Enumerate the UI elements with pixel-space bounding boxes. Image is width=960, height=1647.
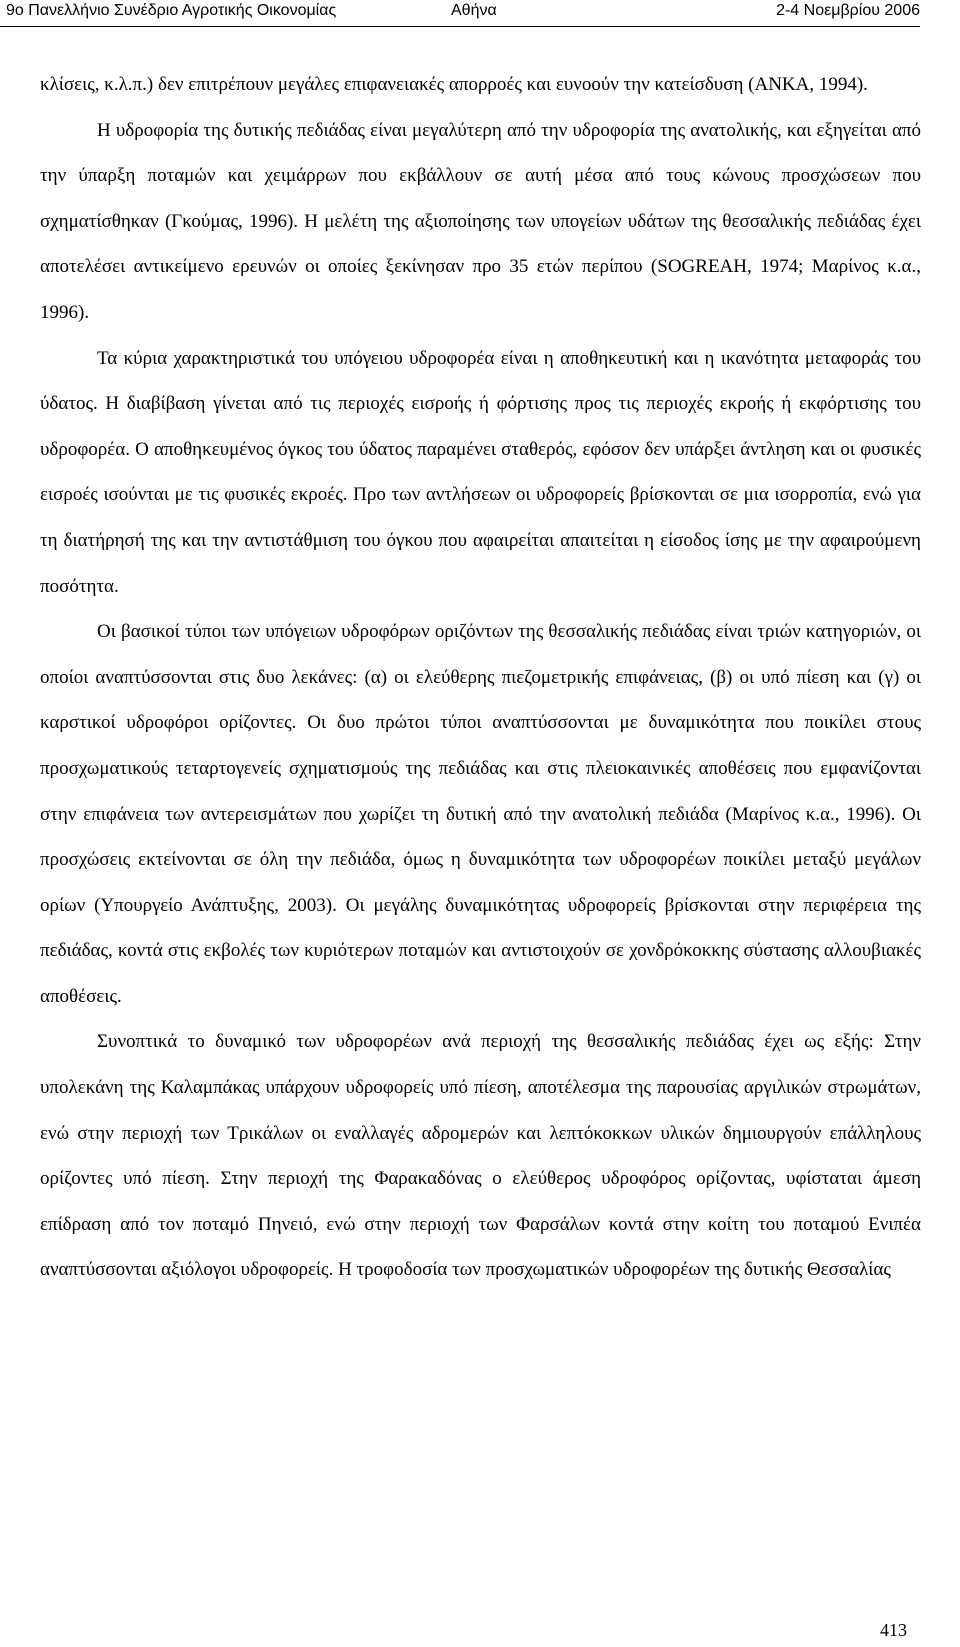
paragraph-2: Η υδροφορία της δυτικής πεδιάδας είναι μεγαλύτερη από την υδροφορία της ανατολικής, και εξηγείται από την ύπαρξη ποταμών και χειμάρρων που εκβάλλουν σε αυτή μέσα από τους κώνους προσχώσεων που σχηματίσθηκαν (Γκούμας, 1996). Η μελέτη της αξιοποίησης των υπογείων υδάτων της θεσσαλικής πεδιάδας έχει αποτελέσει αντικείμενο ερευνών οι οποίες ξεκίνησαν προ 35 ετών περίπου (SOGREAH, 1974; Μαρίνος κ.α., 1996). — [40, 119, 921, 323]
paragraph-5: Συνοπτικά το δυναμικό των υδροφορέων ανά περιοχή της θεσσαλικής πεδιάδας έχει ως εξής: Στην υπολεκάνη της Καλαμπάκας υπάρχουν υδροφορείς υπό πίεση, αποτέλεσμα της παρουσίας αργιλικών στρωμάτων, ενώ στην περιοχή των Τρικάλων οι εναλλαγές αδρομερών και λεπτόκοκκων υλικών δημιουργούν επάλληλους ορίζοντες υπό πίεση. Στην περιοχή της Φαρακαδόνας ο ελεύθερος υδροφόρος ορίζοντας, υφίσταται άμεση επίδραση από τον ποταμό Πηνειό, ενώ στην περιοχή των Φαρσάλων κοντά στην κοίτη του ποταμού Ενιπέα αναπτύσσονται αξιόλογοι υδροφορείς. Η τροφοδοσία των προσχωματικών υδροφορέων της δυτικής Θεσσαλίας — [40, 1031, 921, 1281]
paragraph-4: Οι βασικοί τύποι των υπόγειων υδροφόρων οριζόντων της θεσσαλικής πεδιάδας είναι τριών κατηγοριών, οι οποίοι αναπτύσσονται στις δυο λεκάνες: (α) οι ελεύθερης πιεζομετρικής επιφάνειας, (β) οι υπό πίεση και (γ) οι καρστικοί υδροφόροι ορίζοντες. Οι δυο πρώτοι τύποι αναπτύσσονται με δυναμικότητα που ποικίλει στους προσχωματικούς τεταρτογενείς σχηματισμούς της πεδιάδας και στις πλειοκαινικές αποθέσεις που εμφανίζονται στην επιφάνεια των αντερεισμάτων που χωρίζει τη δυτική από την ανατολική πεδιάδα (Μαρίνος κ.α., 1996). Οι προσχώσεις εκτείνονται σε όλη την πεδιάδα, όμως η δυναμικότητα των υδροφορέων ποικίλει μεταξύ μεγάλων ορίων (Υπουργείο Ανάπτυξης, 2003). Οι μεγάλης δυναμικότητας υδροφορείς βρίσκονται στην περιφέρεια της πεδιάδας, κοντά στις εκβολές των κυριότερων ποταμών και αντιστοιχούν σε χονδρόκοκκης σύστασης αλλουβιακές αποθέσεις. — [40, 621, 921, 1007]
paragraph-3: Τα κύρια χαρακτηριστικά του υπόγειου υδροφορέα είναι η αποθηκευτική και η ικανότητα μεταφοράς του ύδατος. Η διαβίβαση γίνεται από τις περιοχές εισροής ή φόρτισης προς τις περιοχές εκροής ή εκφόρτισης του υδροφορέα. Ο αποθηκευμένος όγκος του ύδατος παραμένει σταθερός, εφόσον δεν υπάρξει άντληση και οι φυσικές εισροές ισούνται με τις φυσικές εκροές. Προ των αντλήσεων οι υδροφορείς βρίσκονται σε μια ισορροπία, ενώ για τη διατήρησή της και την αντιστάθμιση του όγκου που αφαιρείται απαιτείται η είσοδος ίσης με την αφαιρούμενη ποσότητα. — [40, 347, 921, 597]
document-body — [40, 62, 921, 1293]
header-conference-title: 9ο Πανελλήνιο Συνέδριο Αγροτικής Οικονομίας — [6, 2, 337, 19]
page-header — [0, 0, 920, 27]
header-dates: 2-4 Νοεμβρίου 2006 — [776, 2, 920, 19]
page-number: 413 — [880, 1620, 907, 1640]
paragraph-1: κλίσεις, κ.λ.π.) δεν επιτρέπουν μεγάλες επιφανειακές απορροές και ευνοούν την κατείσδυση (ΑΝΚΑ, 1994). — [40, 74, 868, 95]
header-city: Αθήνα — [451, 2, 497, 19]
